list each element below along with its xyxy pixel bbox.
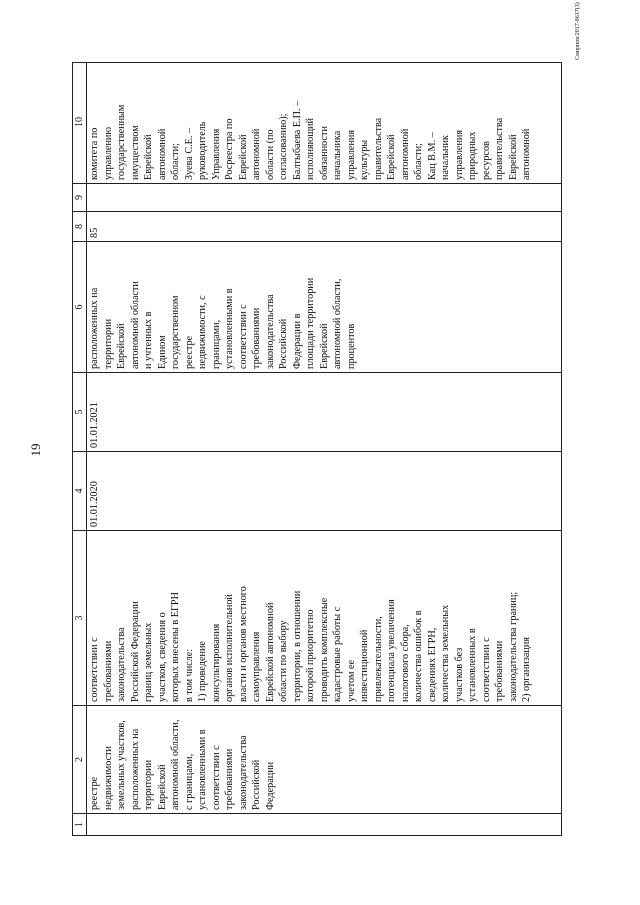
cell-line: требованиями — [102, 640, 114, 702]
cell-line: начальник — [440, 135, 451, 180]
cell-line: требованиями — [251, 307, 262, 369]
target-value: 85 — [89, 227, 100, 238]
cell-line: участков, сведения о — [156, 612, 168, 702]
cell-line: обязанности — [318, 126, 330, 180]
cell-line: реестре — [183, 335, 195, 369]
cell-line: правительства — [372, 117, 384, 180]
cell-line: Еврейской — [143, 134, 154, 180]
start-date: 01.01.2020 — [89, 481, 100, 527]
cell-line: законодательства — [237, 735, 249, 810]
header-col-5: 5 — [73, 372, 86, 451]
cell-line: государственным — [116, 104, 127, 180]
cell-line: территории — [102, 318, 114, 369]
cell-line: начальника — [332, 130, 343, 180]
cell-line: ресурсов — [480, 141, 492, 180]
cell-line: законодательства границ; — [507, 591, 519, 702]
cell-line: налогового сбора, — [399, 624, 411, 702]
cell-line: установленных в — [467, 628, 478, 702]
cell-line: количества земельных — [440, 604, 451, 702]
cell-line: количества ошибок в — [413, 610, 424, 702]
cell-line: области; — [170, 143, 181, 180]
cell-col-4 — [87, 451, 561, 530]
page-number: 19 — [28, 443, 43, 457]
cell-line: участков без — [453, 647, 465, 702]
cell-line: автономной — [156, 128, 168, 180]
cell-line: недвижимости — [102, 746, 114, 810]
cell-line: которой приоритетно — [305, 609, 316, 702]
cell-col-8 — [87, 211, 561, 241]
cell-line: Еврейской — [507, 134, 519, 180]
cell-line: Балтыбаева Е.П. – — [291, 100, 303, 180]
header-col-1: 1 — [73, 813, 86, 835]
cell-line: государственном — [170, 295, 181, 369]
header-col-9: 9 — [73, 183, 86, 211]
cell-line: самоуправления — [251, 631, 262, 702]
cell-line: процентов — [345, 323, 357, 369]
cell-line: управления — [453, 129, 465, 180]
cell-line: автономной области — [129, 281, 141, 369]
cell-line: территории — [143, 759, 154, 810]
header-col-2: 2 — [73, 705, 86, 813]
cell-line: Федерации — [264, 761, 276, 810]
cell-line: расположенных на — [129, 728, 141, 810]
cell-line: управления — [345, 129, 357, 180]
cell-line: границ земельных — [143, 622, 154, 702]
cell-line: и учтенных в — [143, 311, 154, 369]
cell-line: требованиями — [494, 640, 505, 702]
cell-line: органов исполнительной — [224, 594, 235, 702]
cell-line: в том числе: — [183, 648, 195, 702]
cell-line: исполняющий — [305, 118, 316, 180]
cell-line: Зуева С.Е. – — [183, 127, 195, 180]
cell-line: согласованию); — [278, 113, 289, 180]
cell-line: инвестиционной — [359, 629, 370, 702]
cell-line: учетом ее — [345, 660, 357, 702]
cell-line: реестре — [89, 776, 100, 810]
cell-line: автономной области, — [332, 278, 343, 369]
cell-line: области по выбору — [278, 620, 289, 702]
cell-line: правительства — [494, 117, 505, 180]
cell-line: автономной — [399, 128, 411, 180]
cell-line: области; — [413, 143, 424, 180]
cell-line: Еврейской — [116, 323, 127, 369]
cell-line: границами, — [210, 319, 222, 369]
cell-line: власти и органов местного — [237, 586, 249, 702]
cell-line: Росреестра по — [224, 118, 235, 180]
cell-line: сведениях ЕГРН, — [426, 627, 438, 702]
cell-line: 1) проведение — [197, 641, 208, 702]
cell-col-9 — [87, 183, 561, 211]
cell-line: комитета по — [89, 127, 100, 180]
cell-col-6 — [87, 241, 561, 372]
cell-line: территории, в отношении — [291, 590, 303, 702]
cell-line: Кац В.М. – — [426, 132, 438, 180]
cell-line: проводить комплексные — [318, 597, 330, 702]
cell-line: потенциала увеличения — [386, 599, 397, 702]
header-col-10: 10 — [74, 117, 85, 127]
cell-line: Федерации в — [291, 313, 303, 369]
table-header-row — [73, 63, 87, 835]
cell-line: соответствии с — [210, 745, 222, 810]
cell-line: Едином — [156, 335, 168, 369]
cell-line: природных — [467, 131, 478, 180]
cell-line: земельных участков, — [116, 720, 127, 810]
cell-col-2 — [87, 705, 561, 813]
cell-line: Еврейской автономной — [264, 602, 276, 702]
cell-col-10 — [87, 61, 561, 183]
cell-line: законодательства — [264, 294, 276, 369]
cell-line: Еврейской — [237, 134, 249, 180]
header-col-4: 4 — [73, 451, 86, 530]
cell-line: автономной — [251, 128, 262, 180]
cell-line: недвижимости, с — [197, 295, 208, 369]
cell-line: кадастровые работы с — [332, 606, 343, 702]
program-table — [72, 62, 562, 836]
cell-line: Еврейской — [318, 323, 330, 369]
cell-line: области (по — [264, 129, 276, 180]
header-col-6: 6 — [73, 241, 86, 372]
cell-line: Управления — [210, 128, 222, 180]
cell-line: расположенных на — [89, 287, 100, 369]
header-col-8: 8 — [73, 211, 86, 241]
cell-line: Российской — [251, 759, 262, 810]
cell-line: площади территории — [305, 277, 316, 369]
cell-line: имуществом — [129, 125, 141, 180]
cell-line: установленными в — [224, 288, 235, 369]
cell-line: привлекательности, — [372, 616, 384, 702]
cell-line: с границами, — [183, 753, 195, 810]
cell-line: 2) организация — [521, 637, 532, 702]
cell-line: управлению — [102, 127, 114, 180]
cell-col-5 — [87, 372, 561, 451]
cell-line: Российской Федерации — [129, 601, 141, 702]
cell-line: Российской — [278, 318, 289, 369]
cell-line: консультирования — [210, 623, 222, 702]
cell-line: культуры — [359, 139, 370, 180]
cell-line: соответствии с — [89, 637, 100, 702]
cell-line: соответствии с — [480, 637, 492, 702]
cell-line: руководитель — [197, 121, 208, 180]
cell-line: требованиями — [224, 748, 235, 810]
end-date: 01.01.2021 — [89, 402, 100, 448]
cell-line: законодательства — [116, 627, 127, 702]
cell-line: установленными в — [197, 729, 208, 810]
footer-code: Смирнов/2017-8617(3) — [575, 2, 581, 60]
cell-col-3 — [87, 530, 561, 705]
cell-line: Еврейской — [156, 764, 168, 810]
cell-col-1 — [87, 813, 561, 835]
cell-line: Еврейской — [386, 134, 397, 180]
header-col-3: 3 — [73, 530, 86, 705]
cell-line: автономной области, — [170, 719, 181, 810]
cell-line: которых внесены в ЕГРН — [170, 592, 181, 702]
cell-line: соответствии с — [237, 304, 249, 369]
cell-line: автономной — [521, 128, 532, 180]
